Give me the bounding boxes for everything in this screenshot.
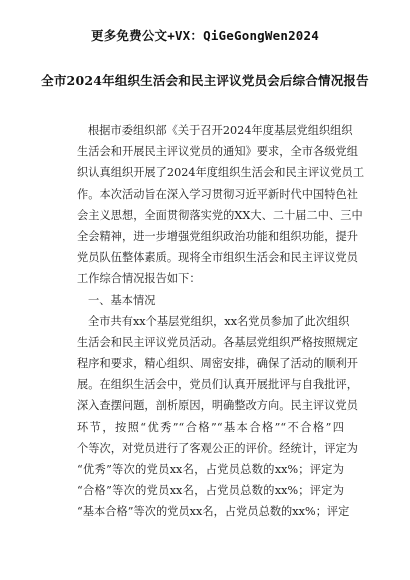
body-text-line: 作。本次活动旨在深入学习贯彻习近平新时代中国特色社 xyxy=(77,187,358,201)
body-text-line: 会主义思想，全面贯彻落实党的XX大、二十届二中、三中 xyxy=(77,208,363,222)
body-text-line: 深入查摆问题，剖析原因，明确整改方向。民主评议党员 xyxy=(77,399,358,413)
section-heading: 一、基本情况 xyxy=(88,293,156,307)
body-text-line: 个等次，对党员进行了客观公正的评价。经统计，评定为 xyxy=(77,441,358,455)
body-text-line: 全会精神，进一步增强党组织政治功能和组织功能，提升 xyxy=(77,229,358,243)
body-text-line: 工作综合情况报告如下： xyxy=(77,272,201,286)
body-text-line: “合格”等次的党员xx名，占党员总数的xx%；评定为 xyxy=(77,484,344,498)
body-text-line: 织认真组织开展了2024年度组织生活会和民主评议党员工 xyxy=(77,166,365,180)
body-text-line: 生活会和开展民主评议党员的通知》要求，全市各级党组 xyxy=(77,145,358,159)
body-text-line: 党员队伍整体素质。现将全市组织生活会和民主评议党员 xyxy=(77,251,358,265)
body-text-line: 生活会和民主评议党员活动。各基层党组织严格按照规定 xyxy=(77,335,358,349)
body-text-line: “优秀”等次的党员xx名，占党员总数的xx%；评定为 xyxy=(77,463,344,476)
body-text-line: “基本合格”等次的党员xx名，占党员总数的xx%；评定 xyxy=(77,505,350,519)
body-text-line: 环节，按照“优秀”“合格”“基本合格”“不合格”四 xyxy=(77,420,344,434)
body-text-line: 全市共有xx个基层党组织，xx名党员参加了此次组织 xyxy=(88,314,350,328)
body-text-line: 根据市委组织部《关于召开2024年度基层党组织组织 xyxy=(88,124,353,137)
body-text-line: 程序和要求，精心组织、周密安排，确保了活动的顺利开 xyxy=(77,357,358,371)
body-text-line: 展。在组织生活会中，党员们认真开展批评与自我批评， xyxy=(77,378,358,392)
document-title: 全市2024年组织生活会和民主评议党员会后综合情况报告 xyxy=(41,73,369,88)
watermark-text: 更多免费公文+VX：QiGeGongWen2024 xyxy=(91,28,319,43)
document-body xyxy=(77,120,365,523)
